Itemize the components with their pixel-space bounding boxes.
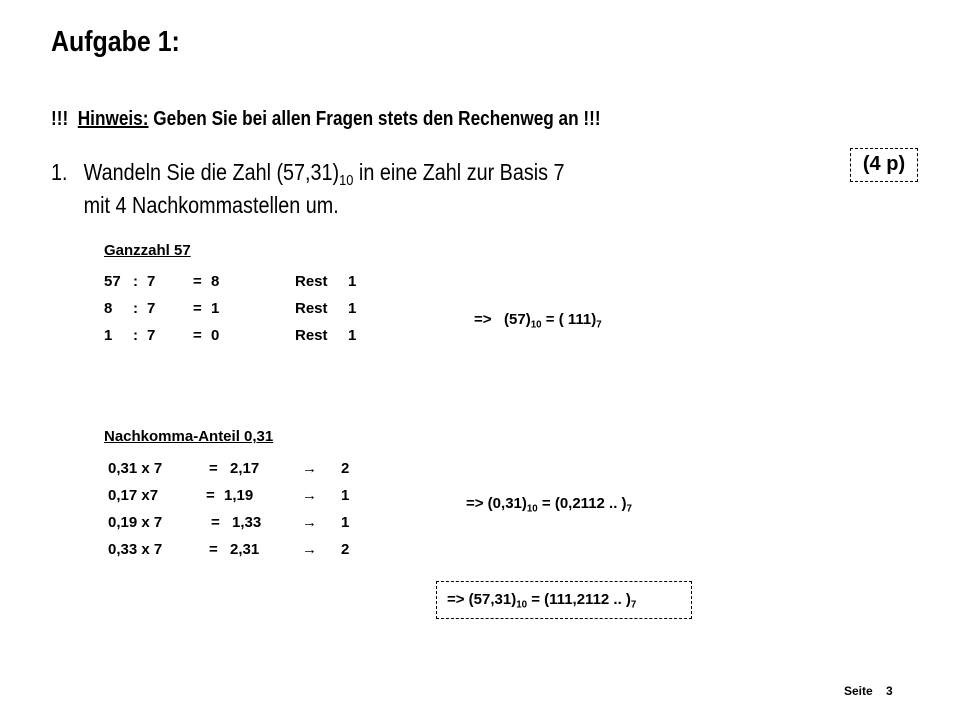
- arrow-right-icon: →: [302, 487, 317, 504]
- fraction-value: 1,33: [232, 514, 262, 531]
- dividend: 57: [104, 273, 121, 290]
- question-line1-post: in eine Zahl zur Basis 7: [353, 159, 565, 185]
- arrow-right-icon: →: [302, 514, 317, 531]
- eq: =: [206, 487, 215, 504]
- footer-label: Seite: [844, 684, 873, 698]
- eq: =: [193, 327, 202, 344]
- fraction-digit: 1: [341, 487, 350, 504]
- eq: =: [209, 541, 218, 558]
- hint-label: Hinweis:: [77, 108, 149, 130]
- fraction-row: [108, 455, 408, 482]
- hint-text: Geben Sie bei allen Fragen stets den Rechenweg an !!!: [153, 108, 601, 130]
- divisor: 7: [147, 300, 156, 317]
- result-sub-base: 10: [526, 503, 538, 515]
- question-number: 1.: [51, 159, 68, 185]
- fraction-row: [108, 509, 408, 536]
- op: :: [133, 273, 138, 290]
- eq: =: [193, 300, 202, 317]
- fraction-expr: 0,17 x7: [108, 487, 159, 504]
- final-result-box: [436, 581, 692, 619]
- question: [51, 156, 648, 222]
- final-sub-base: 10: [516, 599, 528, 611]
- result-sub-target: 7: [626, 503, 632, 515]
- fraction-row: [108, 536, 408, 563]
- question-line1-pre: Wandeln Sie die Zahl (57,31): [83, 159, 340, 185]
- result-mid: = (0,2112 .. ): [537, 495, 627, 512]
- result-mid: = ( 111): [541, 311, 597, 328]
- rest-value: 1: [348, 300, 357, 317]
- hint: [51, 108, 690, 131]
- dividend: 8: [104, 300, 113, 317]
- fraction-expr: 0,19 x 7: [108, 514, 163, 531]
- result-pre: (57): [504, 311, 531, 328]
- integer-row: [104, 295, 404, 322]
- divisor: 7: [147, 273, 156, 290]
- integer-heading: Ganzzahl 57: [104, 242, 191, 259]
- quotient: 8: [211, 273, 220, 290]
- fraction-expr: 0,33 x 7: [108, 541, 163, 558]
- integer-result: [474, 311, 602, 331]
- result-sub-target: 7: [596, 319, 602, 331]
- eq: =: [209, 460, 218, 477]
- rest-label: Rest: [295, 300, 328, 317]
- rest-label: Rest: [295, 327, 328, 344]
- rest-value: 1: [348, 327, 357, 344]
- page-number: 3: [886, 684, 893, 698]
- question-line2: mit 4 Nachkommastellen um.: [83, 192, 339, 218]
- fraction-result: [466, 495, 632, 515]
- fraction-expr: 0,31 x 7: [108, 460, 163, 477]
- hint-prefix: !!!: [51, 108, 69, 130]
- result-sub-base: 10: [530, 319, 542, 331]
- integer-row: [104, 322, 404, 349]
- final-mid: = (111,2112 .. ): [527, 591, 631, 608]
- op: :: [133, 300, 138, 317]
- result-arrow: =>: [474, 311, 492, 328]
- op: :: [133, 327, 138, 344]
- fraction-heading: Nachkomma-Anteil 0,31: [104, 428, 274, 445]
- fraction-row: [108, 482, 408, 509]
- final-pre: => (57,31): [447, 591, 517, 608]
- fraction-digit: 2: [341, 460, 350, 477]
- dividend: 1: [104, 327, 113, 344]
- arrow-right-icon: →: [302, 460, 317, 477]
- points-box: (4 p): [850, 148, 918, 182]
- quotient: 1: [211, 300, 220, 317]
- fraction-value: 2,31: [230, 541, 260, 558]
- final-sub-target: 7: [630, 599, 637, 611]
- fraction-value: 2,17: [230, 460, 260, 477]
- fraction-digit: 1: [341, 514, 350, 531]
- integer-row: [104, 268, 404, 295]
- page-footer: [844, 684, 893, 698]
- rest-value: 1: [348, 273, 357, 290]
- divisor: 7: [147, 327, 156, 344]
- rest-label: Rest: [295, 273, 328, 290]
- fraction-digit: 2: [341, 541, 350, 558]
- eq: =: [193, 273, 202, 290]
- question-line1-sub: 10: [339, 172, 354, 190]
- integer-table: [104, 268, 404, 349]
- arrow-right-icon: →: [302, 541, 317, 558]
- page-title: Aufgabe 1:: [51, 26, 180, 58]
- quotient: 0: [211, 327, 220, 344]
- fraction-table: [108, 455, 408, 563]
- eq: =: [211, 514, 220, 531]
- fraction-value: 1,19: [224, 487, 254, 504]
- result-pre: => (0,31): [466, 495, 527, 512]
